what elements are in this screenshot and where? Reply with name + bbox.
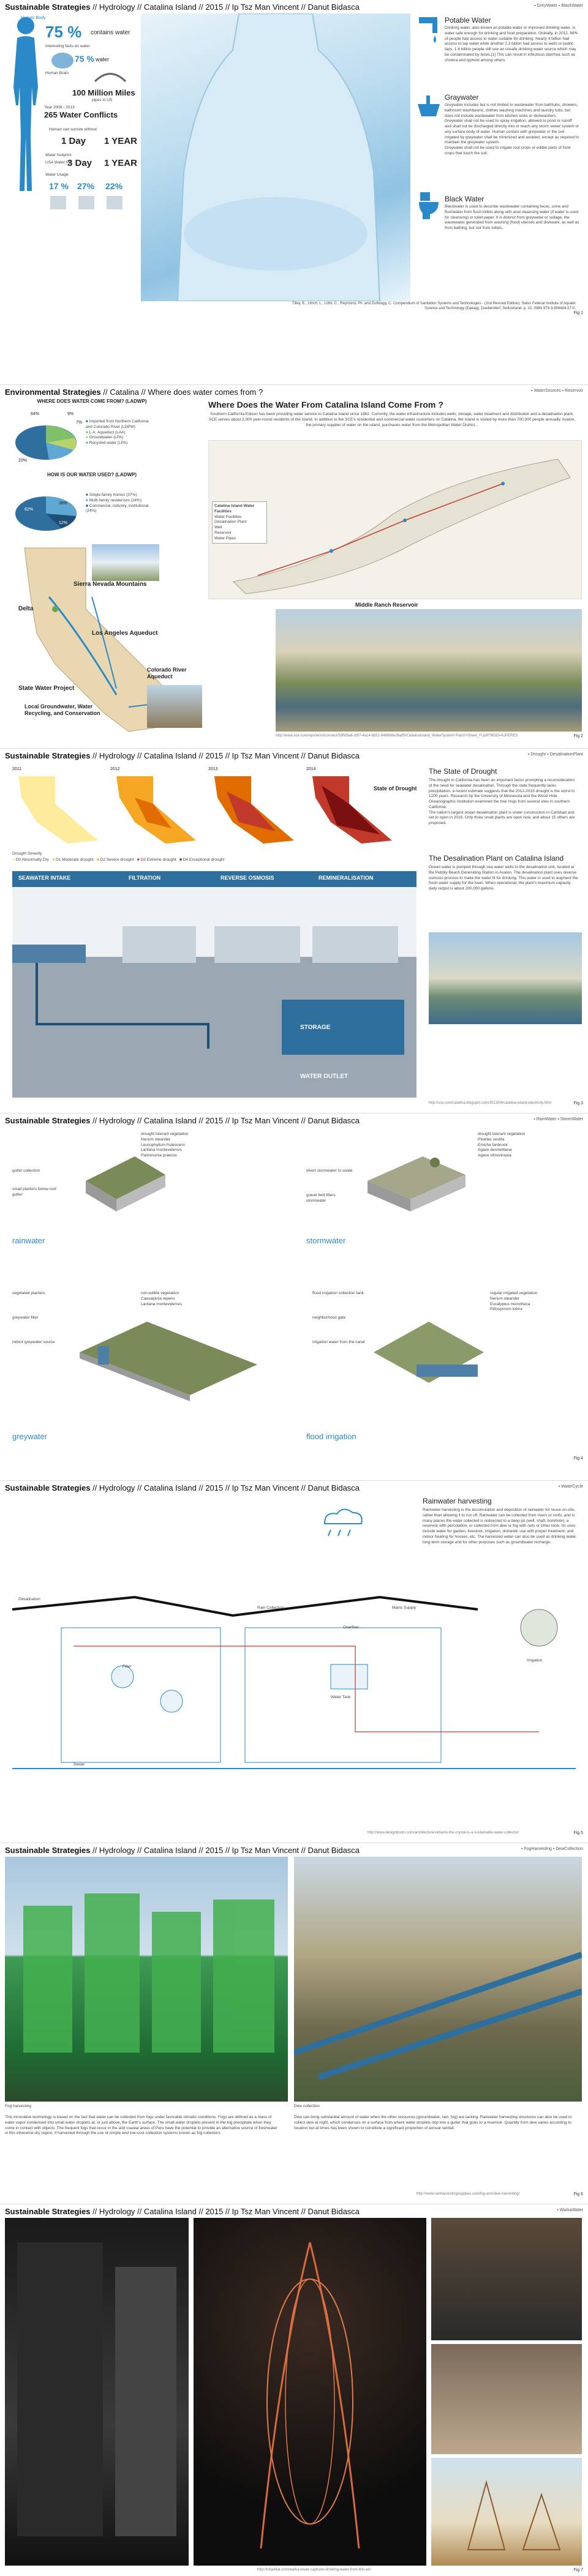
pie1-pct-4: 20% xyxy=(18,459,28,463)
figure-number: Fig 6 xyxy=(573,2192,583,2196)
blackwater-text: Blackwater is used to describe wastewater containing feces, urine and flushwater from flush toilets along with anal cleansing water (if water is used for cleansing) or toilet paper. It is distinct from greywater or sullage, the wastewater generated from washing (food) utensils and dishware, as well as from bathing, but not from toilets. xyxy=(445,204,579,231)
state-of-drought-label: State of Drought xyxy=(374,785,417,792)
sierra-photo xyxy=(92,544,159,581)
year-2014: 2014 xyxy=(306,767,316,771)
source-url: http://www.designboom.com/architecture/verlamo-the-crystal-is-a-sustainable-water-collector/ xyxy=(368,1831,519,1835)
brain-label: Human Brain xyxy=(45,71,69,75)
pie2-pct-3: 12% xyxy=(59,521,68,525)
flood-veg-labels: regular irrigated vegetation Nerium oleander Eucalyptus microtheca Pittosporum tobira xyxy=(490,1291,538,1312)
pie1-legend: ■ Imported from Northern California and Colorado River (LDPW) ■ L.A. Aqueduct (LAA) ■ Groundwater (LPA) ■ Recycled water (LPA) xyxy=(86,419,149,446)
storm-gravel-label: gravel bed filters stormwater xyxy=(306,1193,336,1203)
year-2013: 2013 xyxy=(208,767,218,771)
drought-title: The State of Drought xyxy=(429,767,497,776)
water-percent-caption: contains water xyxy=(91,29,130,36)
human-body-label: Human Body xyxy=(21,16,46,20)
stormwater-swale-icon xyxy=(361,1138,472,1218)
graywater-title: Graywater xyxy=(445,93,479,102)
diagram-header-4: REMINERALISATION xyxy=(318,875,374,881)
label-reservoir: Middle Ranch Reservoir xyxy=(355,602,418,608)
usage-pct-2: 27% xyxy=(77,181,95,191)
flood-gate-label: neighborhood gate xyxy=(312,1316,346,1320)
pie-chart-water-sources xyxy=(12,416,83,465)
pie2-title: HOW IS OUR WATER USED? (LADWP) xyxy=(47,472,137,477)
sheet-warka-water xyxy=(0,2204,588,2576)
label-la-aqueduct: Los Angeles Aqueduct xyxy=(92,630,158,637)
flood-caption: flood irrigation xyxy=(306,1432,356,1441)
million-caption: pipes in US xyxy=(92,98,113,102)
sheet-tags: ▪ WaterCycle xyxy=(558,1485,583,1489)
label-state-water: State Water Project xyxy=(18,685,75,692)
figure-number: Fig 1 xyxy=(573,311,583,315)
sheet-fog-dew xyxy=(0,1843,588,2200)
diagram-header-1: SEAWATER INTAKE xyxy=(18,875,71,881)
grey-veg-labels: non-edible vegetation Caesalpinia repens Lantana montevidensis xyxy=(141,1291,182,1306)
grey-filter-label: greywater filter xyxy=(12,1316,39,1320)
pie2-pct-1: 62% xyxy=(24,507,34,512)
outlet-label: WATER OUTLET xyxy=(300,1073,349,1080)
drought-legend-title: Drought Severity xyxy=(12,852,42,856)
sheet-header: Sustainable Strategies // Hydrology // Catalina Island // 2015 // Ip Tsz Man Vincent // Danut Bidasca xyxy=(5,1846,360,1855)
desal-text: Ocean water is pumped through sea water wells to the desalination unit, located at the Pebbly Beach Generating Station in Avalon. The desalination plant uses reverse osmosis process to make the water fit for drinking. This water is used to augment the fresh water supply for the town. When operational, the plant's maximum capacity daily output is about 200,000 gallons. xyxy=(429,865,578,891)
usa-label: USA Water for xyxy=(45,160,71,165)
pipes-icon xyxy=(92,66,129,84)
flood-irrigation-icon xyxy=(368,1297,490,1401)
rain-cloud-icon xyxy=(318,1505,368,1542)
diagram-label-desal: Desalination xyxy=(18,1597,40,1601)
usage-pct-3: 22% xyxy=(105,181,123,191)
sheet-water-sources xyxy=(0,384,588,744)
sheet-header: Sustainable Strategies // Hydrology // Catalina Island // 2015 // Ip Tsz Man Vincent // Danut Bidasca xyxy=(5,1116,360,1125)
figure-number: Fig 5 xyxy=(573,1831,583,1835)
diagram-label-rain-collection: Rain Collection xyxy=(257,1606,284,1610)
flood-canal-label: irrigation water from the canal xyxy=(312,1340,365,1344)
greywater-caption: greywater xyxy=(12,1432,48,1441)
map-text: Southern California Edison has been providing water service to Catalina Island since 1962. Currently, the water infrastructure includes wells, storage, water treatment and distribution and a desalination plant. SCE serves about 2,000 year-round residents of the island. In addition to the SCE's residential and commercial water customers on Catalina, the island is visited by more than 700,000 people annually. Avalon, the primary supplier of water on the island, purchases water from the Metropolitan Water District... xyxy=(208,412,576,427)
sheet-header: Sustainable Strategies // Hydrology // Catalina Island // 2015 // Ip Tsz Man Vincent // Danut Bidasca xyxy=(5,2,360,12)
pie1-pct-3: 7% xyxy=(76,421,83,425)
greywater-planter-icon xyxy=(74,1297,270,1401)
stormwater-caption: stormwater xyxy=(306,1236,346,1245)
sheet-header: Sustainable Strategies // Hydrology // Catalina Island // 2015 // Ip Tsz Man Vincent // Danut Bidasca xyxy=(5,2207,360,2216)
rainwater-title: Rainwater harvesting xyxy=(423,1497,492,1505)
pie1-pct-1: 64% xyxy=(31,412,40,416)
desal-plant-photo xyxy=(429,932,582,1024)
rainwater-system-diagram xyxy=(12,1573,576,1818)
graywater-text: Greywater includes but is not limited to wastewater from bathtubs, showers, bathroom washbasins, clothes washing machines and laundry tubs, but does not include wastewater from kitchen sinks or dishwashers. Greywater shall not be used to spray irrigation, allowed to pond or runoff and shall not be discharged directly into or reach any storm sewer system or any surface body of water. Human contact with greywater or the soil irrigated by greywater shall be minimized and avoided, except as required to maintain the greywater system. Greywater shall not be used to irrigate root crops or edible parts of food crops that touch the soil. xyxy=(445,103,579,155)
source-url: http://www.sce.com/wps/wcm/connect/59ffd8a8-d3f7-4a14-bb52-84889de26a85/CatalinaIsland_WaterSystem+Patch+Sheet_Fi.pdf?MOD=AJPERES xyxy=(276,734,518,738)
storage-label: STORAGE xyxy=(300,1024,331,1031)
source-url: http://inhabitat.com/warka-tower-captures-drinking-water-from-thin-air/ xyxy=(257,2568,371,2572)
village-photo xyxy=(431,2458,582,2566)
pie-chart-water-use xyxy=(12,489,80,538)
diagram-label-irrigation: Irrigation xyxy=(527,1658,543,1663)
sheet-tags: ▪ WaterSources ▪ Reservoir xyxy=(531,389,583,393)
storm-swale-label: divert stormwater to swale xyxy=(306,1169,353,1173)
drought-text: The drought in California has been an important factor prompting a reconsideration of the need for seawater desalination. Through the state frequently lacks precipitation, a recent estimate suggests that the 2012-2015 drought is the worst in 1200 years. Research by the University of Minnesota and the Wood Hole Oceanographic Institution examined the tree rings from several sites in southern California. The nation's largest ocean desalination plant is under construction in Carlsbad and set to open in 2016. Only three small plants are open now, and about 15 others are proposed. xyxy=(429,778,575,826)
usa-years: 1 YEAR xyxy=(104,158,137,168)
diagram-header-3: REVERSE OSMOSIS xyxy=(221,875,274,881)
sheet-tags: ▪ GreyWater ▪ BlackWater xyxy=(534,4,583,8)
usage-icons xyxy=(49,193,135,212)
aqueduct-photo xyxy=(147,685,202,728)
flood-tank-label: flood irrigation collection tank xyxy=(312,1291,364,1295)
year-2011: 2011 xyxy=(12,767,22,771)
desal-title: The Desalination Plant on Catalina Island xyxy=(429,854,564,863)
dew-text: Dew can bring substantial amount of water when the other resources (groundwater, rain, fog) are lacking. Rainwater harvesting structures can also be used to collect dew at night, which condenses on a surface from where water droplets drip into a gutter that goes to a reservoir. Quantity from dew varies according to location but at times has been shown to constitute a significant proportion of annual rainfall. xyxy=(294,2115,572,2130)
human-silhouette-icon xyxy=(4,13,47,197)
pie2-pct-2: 38% xyxy=(59,501,68,506)
fog-caption: Fog harvesting xyxy=(5,2104,31,2108)
diagram-header-2: FILTRATION xyxy=(129,875,161,881)
grey-source-label: indoor greywater source xyxy=(12,1340,55,1344)
diagram-label-overflow: Overflow xyxy=(343,1625,359,1630)
label-sierra: Sierra Nevada Mountains xyxy=(74,581,147,588)
drought-maps xyxy=(12,773,410,847)
usage-pct-1: 17 % xyxy=(49,181,69,191)
sheet-water-facts xyxy=(0,0,588,318)
million-miles: 100 Million Miles xyxy=(72,88,135,97)
map-legend: Catalina Island Water Facilities Water Facilities Desalination Plant Well Reservoir Water Pipes xyxy=(212,501,267,544)
diagram-label-tank: Water Tank xyxy=(331,1695,351,1699)
sheet-drought-desal xyxy=(0,748,588,1109)
brain-icon xyxy=(50,51,75,70)
model-photo xyxy=(431,2218,582,2340)
fog-harvesting-photo xyxy=(5,1857,288,2102)
diagram-label-sewer: Sewer xyxy=(74,1762,85,1767)
survive-caption: Human can survive without xyxy=(49,127,97,132)
survive-days: 1 Day xyxy=(61,136,86,146)
water-bottle-photo xyxy=(141,13,410,301)
pie2-legend: ■ Single-family homes (37%) ■ Multi-family residences (24%) ■ Commercial, industry, institutional (24%) xyxy=(86,493,149,514)
interior-photo xyxy=(431,2344,582,2454)
source-url: http://www.rainharvestingsupplies.com/fog-and-dew-harvesting/ xyxy=(417,2192,520,2196)
toilet-icon xyxy=(417,190,441,220)
figure-number: Fig 2 xyxy=(573,734,583,738)
sheet-tags: ▪ Drought ▪ DesalinationPlant xyxy=(527,752,583,757)
warka-tower-photo xyxy=(194,2218,426,2566)
water-percent: 75 % xyxy=(45,23,82,41)
figure-number: Fig 7 xyxy=(573,2568,583,2572)
potable-text: Drinking water, also known as potable water or improved drinking water, is water safe enough for drinking and food preparation. Globally, in 2012, 89% of people had access to water suitable for drinking. Nearly 4 billion had access to tap water while another 2.3 billion had access to wells or public taps. 1.8 billion people still use an unsafe drinking water source which may be contaminated by feces.[1] This can result in infectious diarrhea such as cholera and typhoid among others. xyxy=(445,26,578,62)
sheet-rainwater-harvesting xyxy=(0,1480,588,1839)
sheet-water-types xyxy=(0,1113,588,1466)
sheet-header: Sustainable Strategies // Hydrology // Catalina Island // 2015 // Ip Tsz Man Vincent // Danut Bidasca xyxy=(5,751,360,760)
brain-caption: water xyxy=(96,56,110,62)
rain-labels: drought tolerant vegetation Nerium oleander Leucophyllum frutescens Lantana montevidensis Parkinsonia praecox xyxy=(141,1132,189,1158)
tap-icon xyxy=(417,13,441,44)
source-url: http://sce.com/catalina.blogspot.com/2013/04/catalina-island-electricity.html xyxy=(429,1101,551,1105)
sheet-tags: ▪ WarkaWater xyxy=(557,2208,583,2212)
grey-planters-label: vegetated planters xyxy=(12,1291,45,1295)
footprint-label: Water footprint xyxy=(45,153,72,157)
pie1-title: WHERE DOES WATER COME FROM? (LADWP) xyxy=(37,399,147,404)
potable-title: Potable Water xyxy=(445,16,491,24)
sheet-tags: ▪ RainWater ▪ StormWater xyxy=(533,1117,583,1121)
exhibition-photo xyxy=(5,2218,189,2566)
reservoir-photo xyxy=(276,609,582,732)
conflicts-years: Year 2008 - 2013 xyxy=(44,105,75,110)
sheet-header: Environmental Strategies // Catalina // Where does water comes from ? xyxy=(5,388,263,397)
figure-number: Fig 3 xyxy=(573,1101,583,1106)
brain-percent: 75 % xyxy=(75,54,94,64)
diagram-label-mains: Mains Supply xyxy=(392,1606,417,1610)
fog-text: This innovative technology is based on the fact that water can be collected from fogs under favorable climatic conditions. Fogs are defined as a mass of water vapor condensed into small water droplets at, or just above, the Earth's surface. The small water droplets present in the fog precipitate when they come in contact with objects. The frequent fogs that occur in the arid coastal areas of Peru have the potential to provide an alternative source of freshwater in this otherwise dry region, if harvested through the use of simple and low-cost collection systems known as fog collectors. xyxy=(5,2115,277,2136)
sink-icon xyxy=(417,92,441,122)
rainwater-caption: rainwater xyxy=(12,1236,45,1245)
blackwater-title: Black Water xyxy=(445,195,484,203)
drought-legend: ■ D0 Abnormally Dry ■ D1 Moderate drought ■ D2 Severe drought ■ D3 Extreme drought ■ D4 Exceptional drought xyxy=(12,858,225,862)
label-colorado: Colorado River Aqueduct xyxy=(147,667,187,680)
diagram-label-filter: Filter xyxy=(123,1664,132,1669)
desalination-diagram xyxy=(12,871,417,1098)
usa-days: 3 Day xyxy=(67,158,92,168)
map-title: Where Does the Water From Catalina Island Come From ? xyxy=(208,400,443,410)
label-delta: Delta xyxy=(18,605,34,612)
facts-label: Interesting facts on water xyxy=(45,44,90,48)
usage-label: Water Usage xyxy=(45,173,69,177)
sheet-header: Sustainable Strategies // Hydrology // Catalina Island // 2015 // Ip Tsz Man Vincent // Danut Bidasca xyxy=(5,1483,360,1492)
year-2012: 2012 xyxy=(110,767,120,771)
rainwater-text: Rainwater harvesting is the accumulation and deposition of rainwater for reuse on-site, rather than allowing it to run off. Rainwater can be collected from rivers or roofs, and in many places the water collected is redirected to a deep pit (well, shaft, borehole), a reservoir with percolation, or collected from dew or fog with nets or other tools. Its uses include water for garden, livestock, irrigation, domestic use with proper treatment, and indoor heating for houses, etc. The harvested water can also be used as drinking water, long-term storage and for other purposes such as groundwater recharge. xyxy=(423,1508,577,1544)
survive-years: 1 YEAR xyxy=(104,136,137,146)
figure-number: Fig 4 xyxy=(573,1456,583,1461)
storm-labels: drought tolerant vegetation Pinellas vestita Emicha fanbrook Agave desmettiana Agave vilmoriniana xyxy=(478,1132,526,1158)
conflicts-value: 265 Water Conflicts xyxy=(44,110,118,119)
dew-collection-photo xyxy=(294,1857,582,2102)
dew-caption: Dew collection xyxy=(294,2104,320,2108)
rain-gutter-label: gutter collection xyxy=(12,1169,40,1173)
sheet-tags: ▪ FogHarvesting ▪ DewCollection xyxy=(521,1847,583,1851)
citation: Tilley, E., Ulrich, L., Lüthi, C., Reymond, Ph. and Zurbrügg, C. Compendium of Sanitation Systems and Technologies - (2nd Revised Edition). Swiss Federal Institute of Aquatic Science and Technology (Eawag). Duebendorf, Switzerland. p. 10. ISBN 978-3-906484-57-0. xyxy=(292,302,576,311)
rain-planter-label: small planters below roof gutter xyxy=(12,1187,56,1197)
label-local: Local Groundwater, Water Recycling, and Conservation xyxy=(24,703,100,717)
pie1-pct-2: 9% xyxy=(67,412,74,416)
